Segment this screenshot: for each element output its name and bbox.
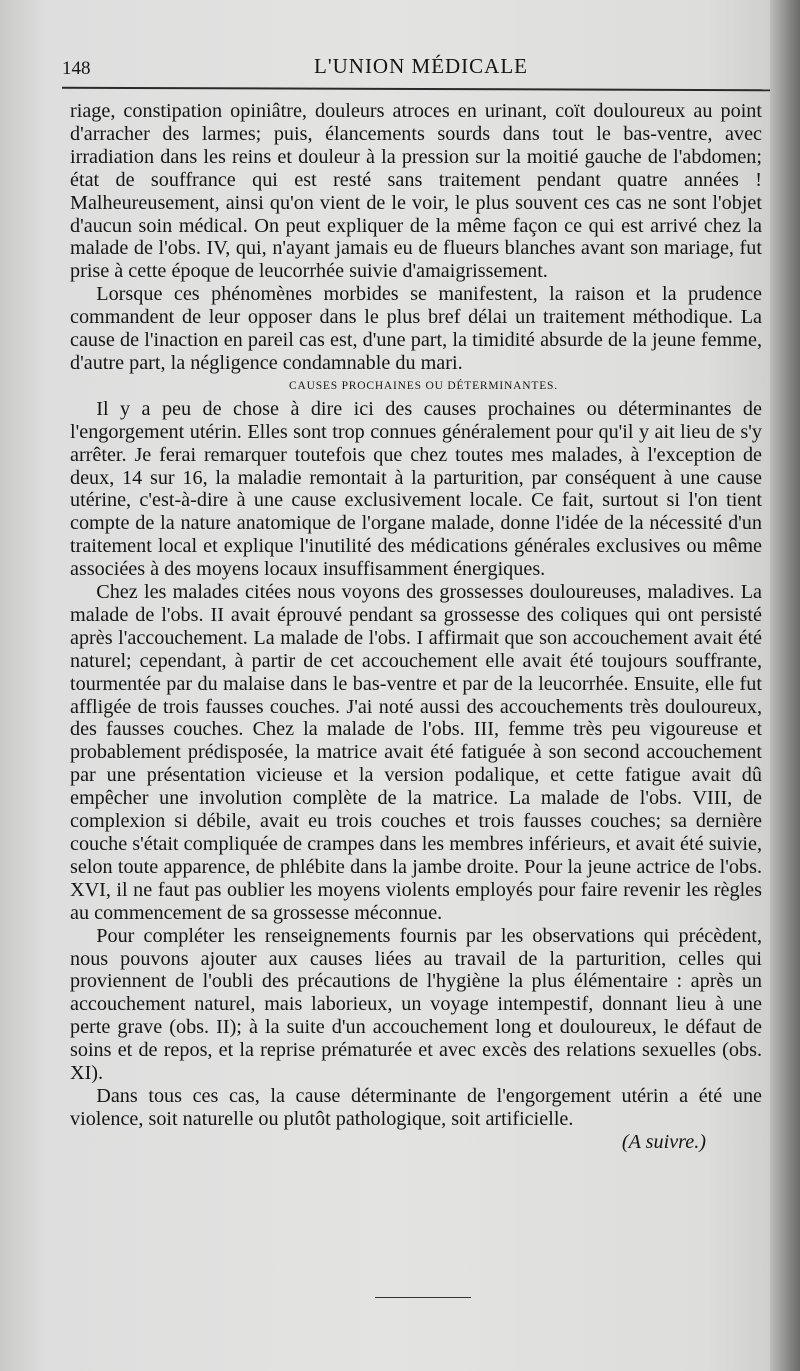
header-rule (62, 87, 780, 92)
paragraph: Il y a peu de chose à dire ici des causes prochaines ou déterminantes de l'engorgement utérin. Elles sont trop connues généralement pour qu'il y ait lieu de s'y arrêter. Je ferai remarquer toutefois que chez toutes mes malades, à l'exception de deux, 14 sur 16, la maladie remontait à la parturition, par conséquent à une cause utérine, c'est-à-dire à une cause exclusivement locale. Ce fait, surtout si l'on tient compte de la nature anatomique de l'organe malade, donne l'idée de la nécessité d'un traitement local et explique l'inutilité des médications générales exclusives ou même associées à des moyens locaux insuffisamment énergiques. (70, 397, 762, 581)
paragraph: Pour compléter les renseignements fournis par les observations qui précèdent, nous pouvons ajouter aux causes liées au travail de la parturition, celles qui proviennent de l'oubli des précautions de l'hygiène la plus élémentaire : après un accouchement naturel, mais laborieux, un voyage intempestif, donnant lieu à une perte grave (obs. II); à la suite d'un accouchement long et douloureux, le défaut de soins et de repos, et la reprise prématurée et avec excès des relations sexuelles (obs. XI). (70, 924, 762, 1085)
paragraph: Dans tous ces cas, la cause déterminante de l'engorgement utérin a été une violence, soit naturelle ou plutôt pathologique, soit artificielle. (70, 1084, 762, 1130)
end-rule (375, 1297, 471, 1298)
paragraph: Chez les malades citées nous voyons des grossesses douloureuses, maladives. La malade de l'obs. II avait éprouvé pendant sa grossesse des coliques qui ont persisté après l'accouchement. La malade de l'obs. I affirmait que son accouchement avait été naturel; cependant, à partir de cet accouchement elle avait été toujours souffrante, tourmentée par du malaise dans le bas-ventre et par de la leucorrhée. Ensuite, elle fut affligée de trois fausses couches. J'ai noté aussi des accouchements très douloureux, des fausses couches. Chez la malade de l'obs. III, femme très peu vigoureuse et probablement prédisposée, la matrice avait été fatiguée à son second accouchement par une présentation vicieuse et la version podalique, et cette fatigue avait dû empêcher une involution complète de la matrice. La malade de l'obs. VIII, de complexion si débile, avait eu trois couches et trois fausses couches; sa dernière couche s'était compliquée de crampes dans les membres inférieurs, et avait été suivie, selon toute apparence, de phlébite dans la jambe droite. Pour la jeune actrice de l'obs. XVI, il ne faut pas oublier les moyens violents employés pour faire revenir les règles au commencement de sa grossesse méconnue. (70, 581, 762, 924)
section-heading: CAUSES PROCHAINES OU DÉTERMINANTES. (289, 379, 558, 392)
to-be-continued: (A suivre.) (621, 1130, 706, 1153)
article-body (70, 100, 762, 1154)
running-title: L'UNION MÉDICALE (314, 54, 529, 78)
book-spine-shadow (770, 0, 800, 1371)
page-number: 148 (62, 58, 91, 79)
paragraph: Lorsque ces phénomènes morbides se manifestent, la raison et la prudence commandent de leur opposer dans le plus bref délai un traitement méthodique. La cause de l'inaction en pareil cas est, d'une part, la timidité absurde de la jeune femme, d'autre part, la négligence condamnable du mari. (70, 283, 762, 374)
paragraph-continued: riage, constipation opiniâtre, douleurs atroces en urinant, coït douloureux au point d'arracher des larmes; puis, élancements sourds dans tout le bas-ventre, avec irradiation dans les reins et douleur à la pression sur la moitié gauche de l'abdomen; état de souffrance qui est resté sans traitement pendant quatre années ! Malheureusement, ainsi qu'on vient de le voir, le plus souvent ces cas ne sont l'objet d'aucun soin médical. On peut expliquer de la même façon ce qui est arrivé chez la malade de l'obs. IV, qui, n'ayant jamais eu de flueurs blanches avant son mariage, fut prise à cette époque de leucorrhée suivie d'amaigrissement. (70, 100, 762, 283)
page-header (62, 52, 762, 82)
